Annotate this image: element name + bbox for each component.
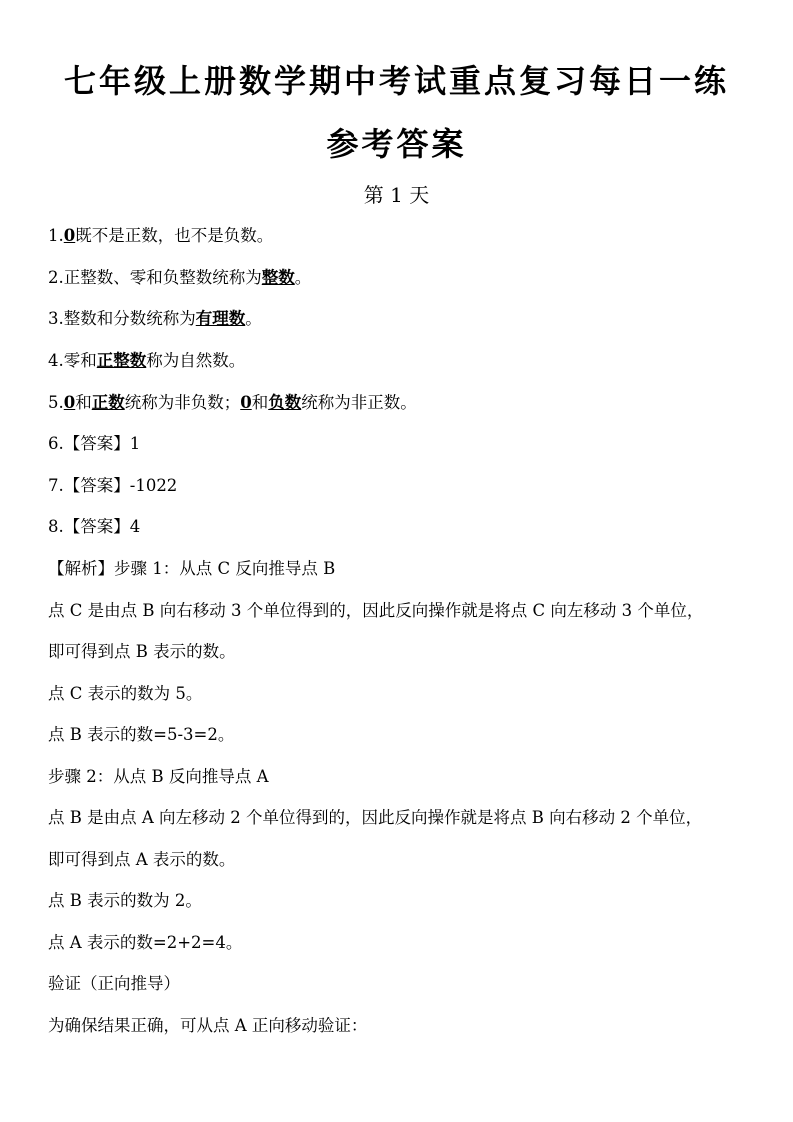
answer-line-5 [48, 389, 758, 417]
answer-line-2 [48, 264, 758, 292]
answer-fill: 整数 [261, 268, 295, 287]
answer-fill: 0 [63, 393, 76, 412]
explanation-line: 点 C 表示的数为 5。 [48, 684, 203, 703]
explanation-line: 【解析】步骤 1：从点 C 反向推导点 B [48, 559, 336, 578]
answer-text: 和 [75, 393, 92, 412]
explanation-line: 即可得到点 A 表示的数。 [48, 850, 236, 869]
answer-text: 。 [294, 268, 312, 287]
answer-fill: 0 [63, 226, 76, 245]
answer-fill: 负数 [268, 393, 302, 412]
question-number: 1. [48, 226, 64, 245]
answer-fill: 0 [240, 393, 252, 412]
answer-text: 统称为非正数。 [301, 393, 417, 412]
explanation-line: 验证（正向推导） [48, 974, 180, 993]
answer-text: 统称为非负数； [124, 393, 241, 412]
document-title: 七年级上册数学期中考试重点复习每日一练 [63, 62, 729, 100]
explanation-line: 即可得到点 B 表示的数。 [48, 642, 236, 661]
explanation-line: 点 B 表示的数=5-3=2。 [48, 725, 235, 744]
explanation-line: 点 A 表示的数=2+2=4。 [48, 933, 243, 952]
answer-text: 2.正整数、零和负整数统称为 [48, 268, 262, 287]
answer-fill: 有理数 [195, 309, 246, 328]
answer-fill: 正数 [91, 393, 125, 412]
explanation-line: 为确保结果正确，可从点 A 正向移动验证： [48, 1016, 368, 1035]
explanation-line: 点 C 是由点 B 向右移动 3 个单位得到的，因此反向操作就是将点 C 向左移动 3 个单位， [48, 601, 704, 620]
explanation-line: 步骤 2：从点 B 反向推导点 A [48, 767, 269, 786]
answer-line-7: 7.【答案】-1022 [48, 476, 178, 495]
answer-text: 。 [245, 309, 262, 328]
answer-text: 4.零和 [48, 351, 97, 370]
answer-text: 和 [251, 393, 269, 412]
question-number: 5. [48, 393, 64, 412]
answer-line-4 [48, 347, 758, 375]
explanation-line: 点 B 表示的数为 2。 [48, 891, 202, 910]
answer-line-3 [48, 305, 758, 333]
document-subtitle: 参考答案 [326, 125, 467, 163]
explanation-line: 点 B 是由点 A 向左移动 2 个单位得到的，因此反向操作就是将点 B 向右移动 2 个单位， [48, 808, 703, 827]
answer-fill: 正整数 [96, 351, 147, 370]
answer-text: 称为自然数。 [146, 351, 246, 370]
day-heading: 第 1 天 [363, 183, 430, 207]
answer-line-8: 8.【答案】4 [48, 517, 141, 536]
answer-text: 3.整数和分数统称为 [48, 309, 196, 328]
answer-line-1 [48, 222, 758, 250]
answer-line-6: 6.【答案】1 [48, 434, 141, 453]
answer-text: 既不是正数，也不是负数。 [75, 226, 274, 245]
